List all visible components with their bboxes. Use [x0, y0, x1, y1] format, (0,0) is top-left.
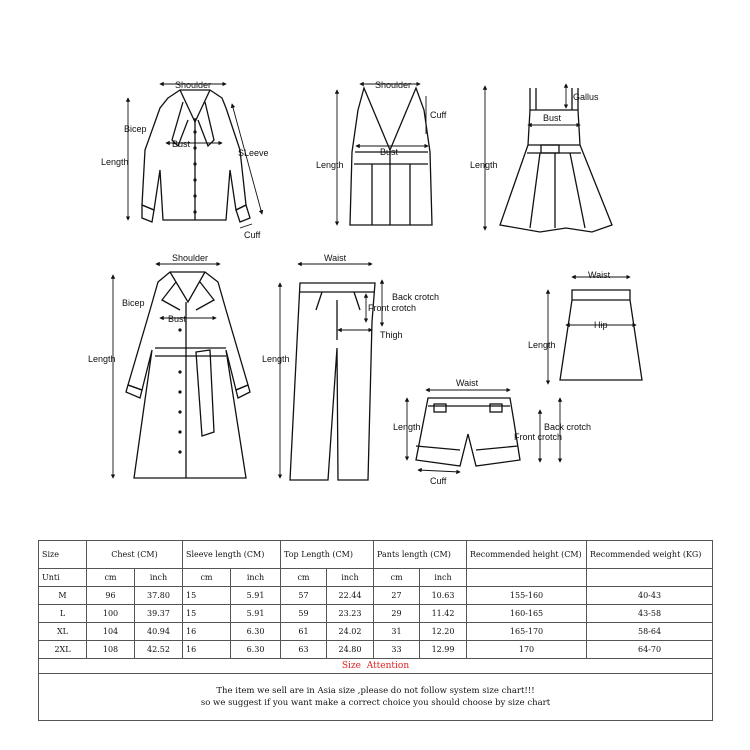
header-pants-length: Pants length (CM): [374, 541, 467, 569]
size-cell: 2XL: [39, 641, 87, 659]
top-inch-cell: 24.02: [327, 623, 374, 641]
tank-top-diagram: [316, 80, 447, 225]
top-cm-cell: 63: [281, 641, 327, 659]
size-attention-heading: Size Attention: [39, 659, 713, 674]
sleeve-inch-cell: 6.30: [231, 623, 281, 641]
tank-bust-label: Bust: [380, 147, 399, 157]
shirt-shoulder-label: Shoulder: [175, 80, 212, 90]
shorts-cuff-label: Cuff: [430, 476, 447, 486]
shorts-front-crotch-label: Front crotch: [514, 432, 563, 442]
chest-cm-cell: 108: [87, 641, 135, 659]
top-inch-cell: 23.23: [327, 605, 374, 623]
chest-inch-cell: 39.37: [135, 605, 183, 623]
pants-cm-cell: 29: [374, 605, 420, 623]
weight-cell: 43-58: [587, 605, 713, 623]
weight-cell: 40-43: [587, 587, 713, 605]
height-cell: 155-160: [467, 587, 587, 605]
sleeve-cm-cell: 16: [183, 641, 231, 659]
header-size: Size: [39, 541, 87, 569]
empty-cell: [467, 569, 587, 587]
notice-row: [39, 674, 713, 721]
pants-thigh-label: Thigh: [380, 330, 403, 340]
top-inch-cell: 24.80: [327, 641, 374, 659]
chest-inch-cell: 40.94: [135, 623, 183, 641]
size-chart-table: [38, 540, 713, 721]
pants-diagram: [262, 253, 439, 480]
coat-bust-label: Bust: [168, 314, 187, 324]
unit-cm: cm: [87, 569, 135, 587]
sleeve-cm-cell: 15: [183, 587, 231, 605]
size-cell: L: [39, 605, 87, 623]
coat-shoulder-label: Shoulder: [172, 253, 209, 263]
sleeve-inch-cell: 5.91: [231, 587, 281, 605]
dress-length-label: Length: [470, 160, 498, 170]
sleeve-cm-cell: 15: [183, 605, 231, 623]
weight-cell: 64-70: [587, 641, 713, 659]
unit-inch: inch: [135, 569, 183, 587]
dress-gallus-label: Gallus: [573, 92, 599, 102]
shirt-sleeve-label: SLeeve: [238, 148, 269, 158]
attention-row: [39, 659, 713, 674]
coat-bicep-label: Bicep: [122, 298, 145, 308]
notice-line-2: so we suggest if you want make a correct choice you should choose by size chart: [200, 698, 551, 708]
top-cm-cell: 59: [281, 605, 327, 623]
chest-inch-cell: 37.80: [135, 587, 183, 605]
unit-inch: inch: [231, 569, 281, 587]
tank-shoulder-label: Shoulder: [375, 80, 412, 90]
table-header-row: [39, 541, 713, 569]
weight-cell: 58-64: [587, 623, 713, 641]
pants-inch-cell: 12.20: [420, 623, 467, 641]
unit-inch: inch: [420, 569, 467, 587]
shirt-bust-label: Bust: [172, 139, 191, 149]
notice-line-1: The item we sell are in Asia size ,please do not follow system size chart!!!: [216, 686, 535, 696]
height-cell: 160-165: [467, 605, 587, 623]
height-cell: 165-170: [467, 623, 587, 641]
tank-length-label: Length: [316, 160, 344, 170]
header-top-length: Top Length (CM): [281, 541, 374, 569]
empty-cell: [587, 569, 713, 587]
shirt-diagram: [101, 80, 269, 240]
header-chest: Chest (CM): [87, 541, 183, 569]
chest-cm-cell: 96: [87, 587, 135, 605]
dress-diagram: [470, 84, 612, 232]
top-inch-cell: 22.44: [327, 587, 374, 605]
unit-cm: cm: [281, 569, 327, 587]
table-row: [39, 587, 713, 605]
height-cell: 170: [467, 641, 587, 659]
chest-cm-cell: 104: [87, 623, 135, 641]
sleeve-inch-cell: 5.91: [231, 605, 281, 623]
dress-bust-label: Bust: [543, 113, 562, 123]
table-units-row: [39, 569, 713, 587]
pants-waist-label: Waist: [324, 253, 347, 263]
skirt-hip-label: Hip: [594, 320, 608, 330]
pants-back-crotch-label: Back crotch: [392, 292, 440, 302]
size-notice: [39, 674, 713, 721]
pants-cm-cell: 33: [374, 641, 420, 659]
units-label: Unti: [39, 569, 87, 587]
header-recommended-weight: Recommended weight (KG): [587, 541, 713, 569]
top-cm-cell: 57: [281, 587, 327, 605]
pants-front-crotch-label: Front crotch: [368, 303, 417, 313]
shirt-length-label: Length: [101, 157, 129, 167]
size-cell: M: [39, 587, 87, 605]
shorts-length-label: Length: [393, 422, 421, 432]
unit-cm: cm: [374, 569, 420, 587]
unit-inch: inch: [327, 569, 374, 587]
pants-inch-cell: 11.42: [420, 605, 467, 623]
coat-length-label: Length: [88, 354, 116, 364]
pants-cm-cell: 31: [374, 623, 420, 641]
shorts-back-crotch-label: Back crotch: [544, 422, 592, 432]
header-recommended-height: Recommended height (CM): [467, 541, 587, 569]
size-cell: XL: [39, 623, 87, 641]
chest-inch-cell: 42.52: [135, 641, 183, 659]
header-sleeve-length: Sleeve length (CM): [183, 541, 281, 569]
skirt-waist-label: Waist: [588, 270, 611, 280]
unit-cm: cm: [183, 569, 231, 587]
shirt-cuff-label: Cuff: [244, 230, 261, 240]
table-row: [39, 641, 713, 659]
tank-cuff-label: Cuff: [430, 110, 447, 120]
skirt-diagram: [528, 270, 642, 384]
shirt-bicep-label: Bicep: [124, 124, 147, 134]
table-row: [39, 623, 713, 641]
shorts-diagram: [393, 378, 591, 486]
pants-inch-cell: 10.63: [420, 587, 467, 605]
coat-diagram: [88, 253, 250, 478]
table-row: [39, 605, 713, 623]
chest-cm-cell: 100: [87, 605, 135, 623]
sleeve-inch-cell: 6.30: [231, 641, 281, 659]
pants-length-label: Length: [262, 354, 290, 364]
shorts-waist-label: Waist: [456, 378, 479, 388]
pants-cm-cell: 27: [374, 587, 420, 605]
skirt-length-label: Length: [528, 340, 556, 350]
top-cm-cell: 61: [281, 623, 327, 641]
pants-inch-cell: 12.99: [420, 641, 467, 659]
sleeve-cm-cell: 16: [183, 623, 231, 641]
